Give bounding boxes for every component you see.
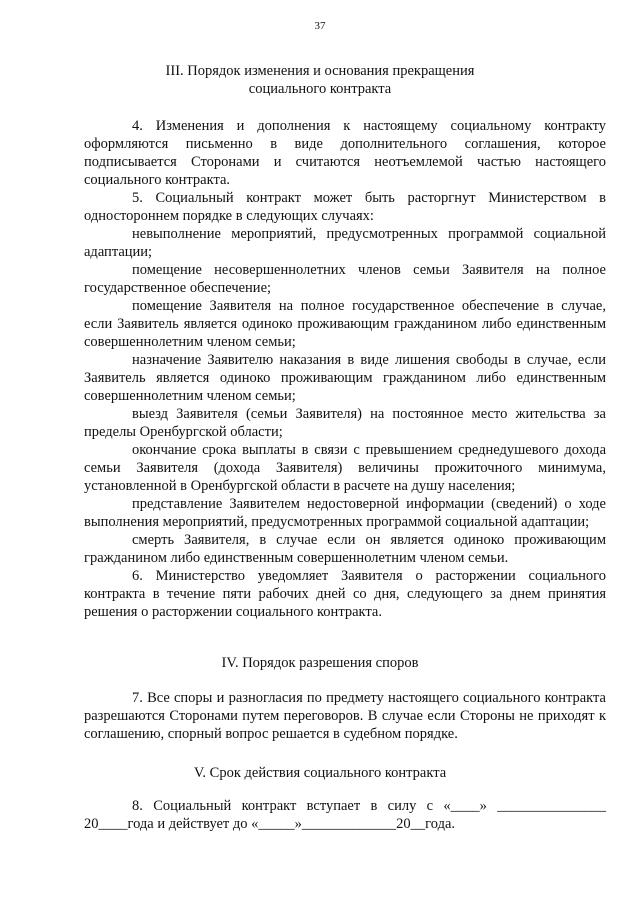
- paragraph-8: 8. Социальный контракт вступает в силу с «____» _______________ 20____года и действует до «_____»_____________20__года.: [84, 798, 606, 832]
- paragraph-5: 5. Социальный контракт может быть расторгнут Министерством в одностороннем порядке в следующих случаях:: [84, 190, 606, 224]
- termination-case-7: представление Заявителем недостоверной информации (сведений) о ходе выполнения мероприятий, предусмотренных программой социальной адаптации;: [84, 496, 606, 530]
- termination-case-5: выезд Заявителя (семьи Заявителя) на постоянное место жительства за пределы Оренбургской области;: [84, 406, 606, 440]
- termination-case-8: смерть Заявителя, в случае если он является одиноко проживающим гражданином либо единственным совершеннолетним членом семьи.: [84, 532, 606, 566]
- section-3-heading: [0, 62, 640, 98]
- section-3-title-line-1: III. Порядок изменения и основания прекращения: [165, 63, 475, 79]
- page-number: 37: [314, 20, 326, 32]
- section-4-body: [84, 689, 606, 743]
- paragraph-6: 6. Министерство уведомляет Заявителя о расторжении социального контракта в течение пяти рабочих дней со дня, следующего за днем принятия решения о расторжении социального контракта.: [84, 568, 606, 620]
- paragraph-4: 4. Изменения и дополнения к настоящему социальному контракту оформляются письменно в виде дополнительного соглашения, которое подписывается Сторонами и считаются неотъемлемой частью настоящего социального контракта.: [84, 118, 606, 188]
- section-5-body: [84, 797, 606, 833]
- section-3-body: [84, 117, 606, 621]
- section-5-heading: V. Срок действия социального контракта: [193, 765, 447, 781]
- termination-case-4: назначение Заявителю наказания в виде лишения свободы в случае, если Заявитель является одиноко проживающим гражданином либо единственным совершеннолетним членом семьи;: [84, 352, 606, 404]
- section-4-heading: IV. Порядок разрешения споров: [221, 655, 419, 671]
- termination-case-1: невыполнение мероприятий, предусмотренных программой социальной адаптации;: [84, 226, 606, 260]
- termination-case-6: окончание срока выплаты в связи с превышением среднедушевого дохода семьи Заявителя (дохода Заявителя) величины прожиточного минимума, установленной в Оренбургской области в расчете на душу населения;: [84, 442, 606, 494]
- termination-case-3: помещение Заявителя на полное государственное обеспечение в случае, если Заявитель является одиноко проживающим гражданином либо единственным совершеннолетним членом семьи;: [84, 298, 606, 350]
- paragraph-7: 7. Все споры и разногласия по предмету настоящего социального контракта разрешаются Сторонами путем переговоров. В случае если Стороны не приходят к соглашению, спорный вопрос решается в судебном порядке.: [84, 690, 606, 742]
- section-3-title-line-2: социального контракта: [248, 81, 392, 97]
- termination-case-2: помещение несовершеннолетних членов семьи Заявителя на полное государственное обеспечение;: [84, 262, 606, 296]
